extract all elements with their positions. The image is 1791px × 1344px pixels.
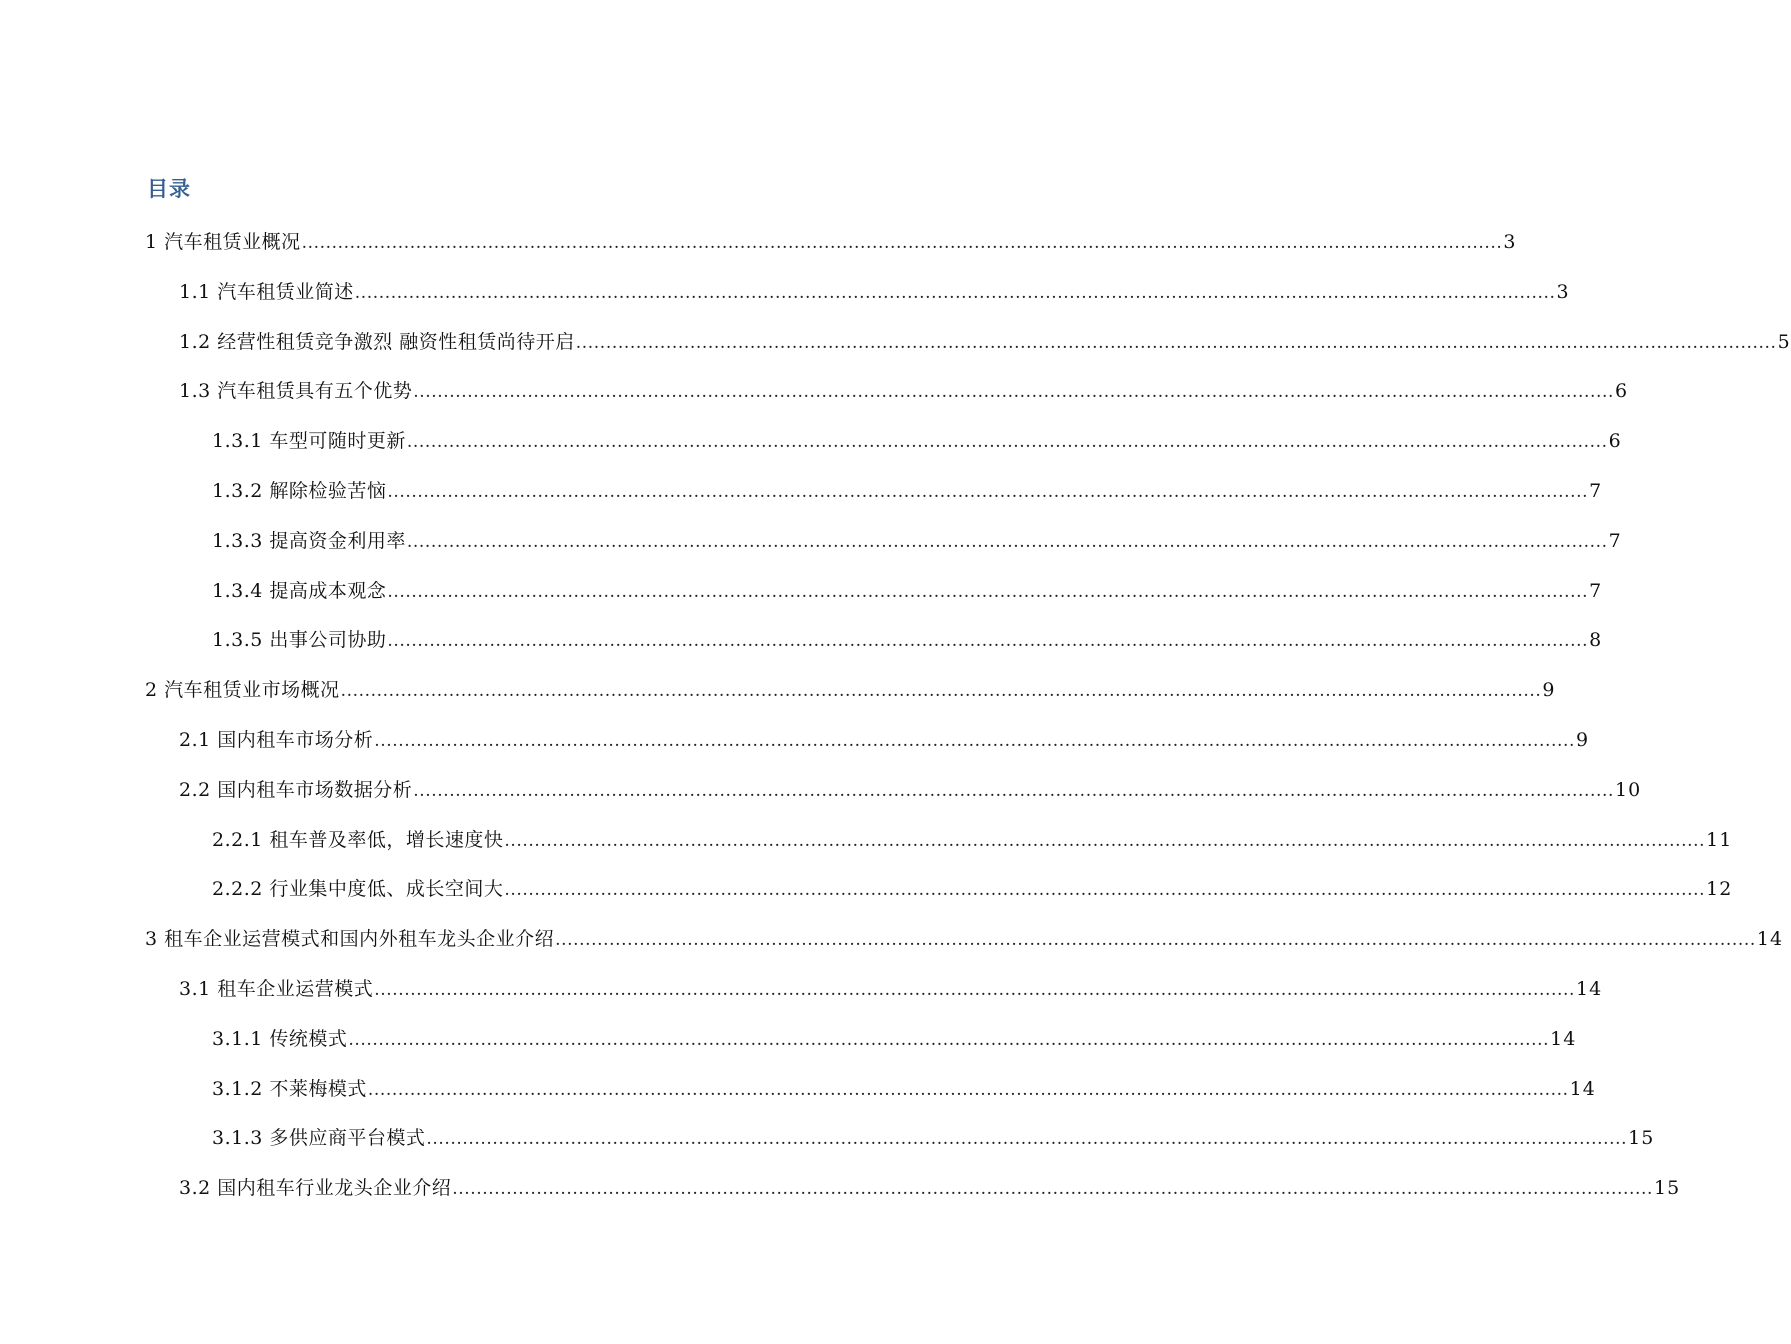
toc-entry-label: 3.1.2 不莱梅模式 — [212, 1077, 367, 1100]
toc-entry-label: 2 汽车租赁业市场概况 — [145, 679, 340, 702]
toc-dot-leader: ........................................................................................................................................................................................................ — [367, 1079, 1569, 1100]
toc-title: 目录 — [147, 177, 191, 201]
toc-dot-leader: ........................................................................................................................................................................................................ — [504, 830, 1706, 851]
toc-dot-leader: ........................................................................................................................................................................................................ — [387, 482, 1589, 502]
toc-entry-label: 1.3 汽车租赁具有五个优势 — [179, 380, 413, 403]
toc-entry-label: 3.1.3 多供应商平台模式 — [212, 1127, 426, 1150]
toc-entry[interactable] — [145, 674, 1556, 706]
toc-entry[interactable] — [212, 1023, 1577, 1055]
toc-entry-label: 1.3.4 提高成本观念 — [212, 579, 387, 602]
toc-page-number: 15 — [1628, 1127, 1655, 1150]
toc-page-number: 6 — [1615, 380, 1629, 403]
toc-entry[interactable] — [212, 525, 1622, 557]
toc-entry[interactable] — [212, 624, 1603, 656]
toc-dot-leader: ........................................................................................................................................................................................................ — [555, 930, 1756, 951]
toc-entry-label: 2.2.2 行业集中度低、成长空间大 — [212, 878, 504, 901]
toc-entry[interactable] — [212, 575, 1603, 607]
toc-entry[interactable] — [212, 475, 1603, 507]
toc-page-number: 14 — [1576, 978, 1603, 1000]
toc-page-number: 12 — [1706, 878, 1733, 901]
toc-entry[interactable] — [179, 276, 1570, 308]
toc-dot-leader: ........................................................................................................................................................................................................ — [406, 432, 1608, 453]
toc-entry-label: 3.1 租车企业运营模式 — [179, 978, 374, 1000]
toc-entry[interactable] — [179, 1172, 1681, 1204]
toc-dot-leader: ........................................................................................................................................................................................................ — [413, 780, 1615, 801]
toc-entry-label: 2.1 国内租车市场分析 — [179, 729, 374, 751]
toc-entry[interactable] — [179, 774, 1642, 806]
toc-entry[interactable] — [212, 1122, 1655, 1154]
toc-dot-leader: ........................................................................................................................................................................................................ — [354, 282, 1556, 303]
toc-entry-label: 1.3.5 出事公司协助 — [212, 629, 387, 652]
toc-entry[interactable] — [145, 226, 1517, 258]
toc-entry-label: 1.3.1 车型可随时更新 — [212, 430, 406, 453]
toc-page-number: 5 — [1777, 330, 1791, 353]
toc-dot-leader: ........................................................................................................................................................................................................ — [374, 731, 1576, 751]
toc-dot-leader: ........................................................................................................................................................................................................ — [452, 1179, 1654, 1200]
toc-entry[interactable] — [179, 375, 1629, 407]
toc-entry-label: 2.2 国内租车市场数据分析 — [179, 778, 413, 801]
toc-entry-label: 3.1.1 传统模式 — [212, 1027, 348, 1050]
toc-entry-label: 3 租车企业运营模式和国内外租车龙头企业介绍 — [145, 928, 555, 951]
toc-entry-label: 2.2.1 租车普及率低，增长速度快 — [212, 828, 504, 851]
toc-dot-leader: ........................................................................................................................................................................................................ — [406, 531, 1608, 552]
toc-dot-leader: ........................................................................................................................................................................................................ — [387, 581, 1589, 602]
toc-entry-label: 1.3.3 提高资金利用率 — [212, 529, 406, 552]
toc-page-number: 14 — [1756, 928, 1784, 951]
toc-page-number: 14 — [1550, 1027, 1577, 1050]
toc-page-number: 14 — [1569, 1077, 1596, 1100]
toc-dot-leader: ........................................................................................................................................................................................................ — [504, 880, 1706, 901]
toc-page-number: 10 — [1615, 778, 1642, 801]
toc-page-number: 9 — [1576, 729, 1590, 751]
toc-page-number: 6 — [1608, 430, 1622, 453]
toc-page-number: 3 — [1503, 231, 1517, 253]
toc-entry-label: 1.3.2 解除检验苦恼 — [212, 480, 387, 502]
toc-entry[interactable] — [212, 1073, 1596, 1105]
toc-page-number: 15 — [1654, 1177, 1681, 1200]
toc-dot-leader: ........................................................................................................................................................................................................ — [575, 332, 1777, 353]
toc-page-number: 3 — [1556, 280, 1570, 303]
toc-entry[interactable] — [212, 425, 1622, 457]
toc-page-number: 7 — [1589, 579, 1603, 602]
toc-entry[interactable] — [145, 923, 1784, 955]
toc-entry-label: 3.2 国内租车行业龙头企业介绍 — [179, 1177, 452, 1200]
toc-entry[interactable] — [179, 973, 1603, 1005]
toc-dot-leader: ........................................................................................................................................................................................................ — [426, 1129, 1628, 1150]
toc-page-number: 9 — [1542, 679, 1556, 702]
toc-page-number: 7 — [1589, 480, 1603, 502]
toc-page-number: 7 — [1608, 529, 1622, 552]
toc-dot-leader: ........................................................................................................................................................................................................ — [301, 233, 1503, 253]
toc-dot-leader: ........................................................................................................................................................................................................ — [413, 382, 1615, 403]
toc-entry[interactable] — [212, 824, 1733, 856]
toc-entry[interactable] — [212, 873, 1733, 905]
toc-page-number: 8 — [1589, 629, 1603, 652]
toc-entry-label: 1.1 汽车租赁业简述 — [179, 280, 354, 303]
toc-entry-label: 1.2 经营性租赁竞争激烈 融资性租赁尚待开启 — [179, 330, 575, 353]
toc-entry[interactable] — [179, 326, 1791, 358]
toc-page-number: 11 — [1706, 828, 1733, 851]
toc-entry[interactable] — [179, 724, 1590, 756]
toc-dot-leader: ........................................................................................................................................................................................................ — [374, 980, 1576, 1000]
toc-dot-leader: ........................................................................................................................................................................................................ — [348, 1029, 1550, 1050]
toc-dot-leader: ........................................................................................................................................................................................................ — [387, 631, 1589, 652]
toc-entry-label: 1 汽车租赁业概况 — [145, 231, 301, 253]
toc-dot-leader: ........................................................................................................................................................................................................ — [340, 681, 1542, 702]
